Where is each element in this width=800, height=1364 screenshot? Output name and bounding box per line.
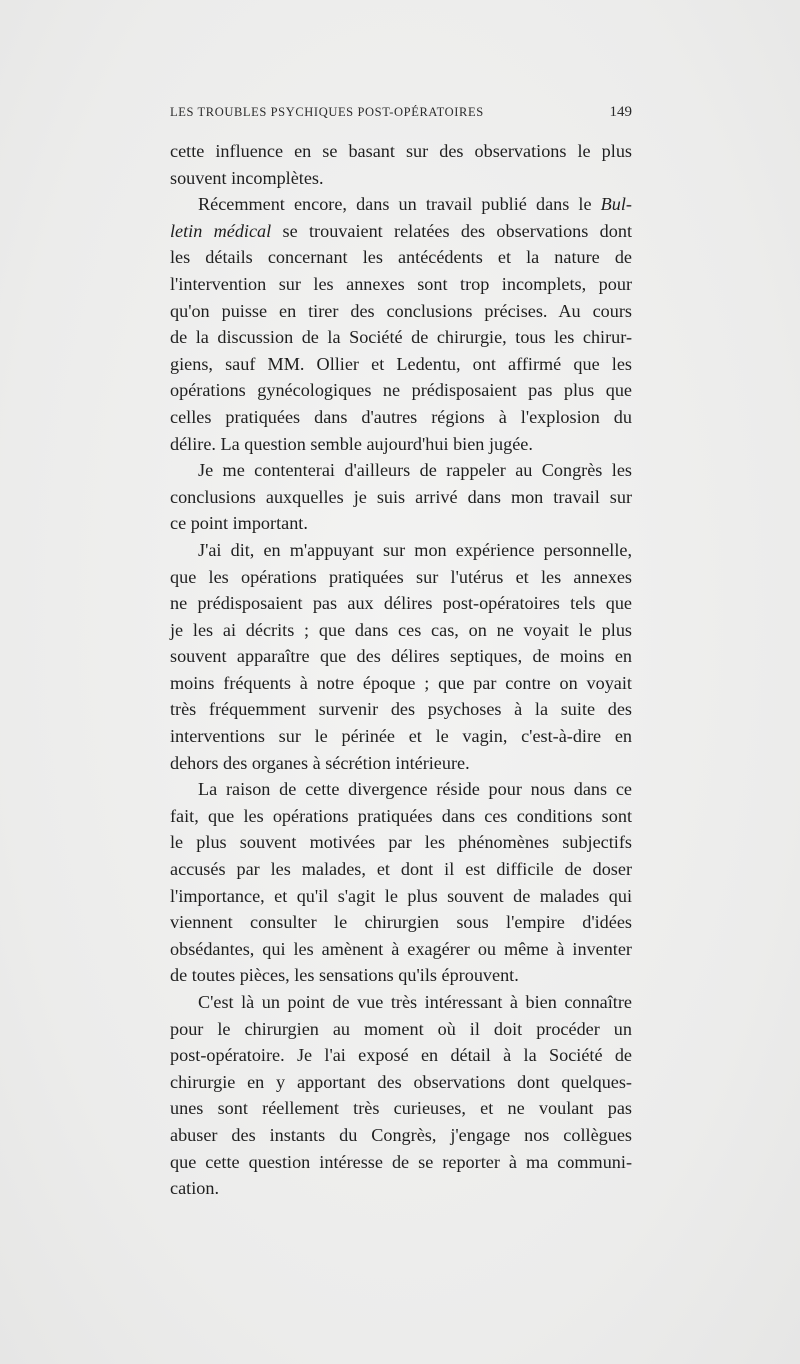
text-line: de toutes pièces, les sensations qu'ils éprouvent. xyxy=(170,965,519,986)
text-line: accusés par les malades, et dont il est difficile de doser xyxy=(170,859,632,880)
text-line: ne prédisposaient pas aux délires post-opératoires tels que xyxy=(170,593,632,614)
text-line: cation. xyxy=(170,1178,219,1199)
text-line: viennent consulter le chirurgien sous l'empire d'idées xyxy=(170,912,632,933)
text-line: souvent apparaître que des délires septiques, de moins en xyxy=(170,646,632,667)
text-line: abuser des instants du Congrès, j'engage nos collègues xyxy=(170,1124,632,1145)
text-line: unes sont réellement très curieuses, et ne voulant pas xyxy=(170,1098,632,1119)
text-line: dehors des organes à sécrétion intérieure. xyxy=(170,752,470,773)
text-line: très fréquemment survenir des psychoses à la suite des xyxy=(170,699,632,720)
text-line: moins fréquents à notre époque ; que par contre on voyait xyxy=(170,672,632,693)
text-line: giens, sauf MM. Ollier et Ledentu, ont affirmé que les xyxy=(170,353,632,374)
text-line: C'est là un point de vue très intéressant à bien connaître xyxy=(198,992,632,1012)
text-line: qu'on puisse en tirer des conclusions précises. Au cours xyxy=(170,300,632,321)
paragraph xyxy=(170,457,632,537)
text-line: J'ai dit, en m'appuyant sur mon expérience personnelle, xyxy=(198,539,632,560)
text-line: Je me contenterai d'ailleurs de rappeler au Congrès les xyxy=(198,460,632,481)
paragraph xyxy=(170,537,632,776)
page-number: 149 xyxy=(609,104,632,120)
paragraph xyxy=(170,138,632,191)
text-span: se trouvaient relatées des observations dont xyxy=(271,220,632,241)
text-line xyxy=(170,191,632,218)
text-line: l'intervention sur les annexes sont trop incomplets, pour xyxy=(170,273,632,294)
text-line: obsédantes, qui les amènent à exagérer ou même à inventer xyxy=(170,938,632,959)
text-line: La raison de cette divergence réside pour nous dans ce xyxy=(198,779,632,800)
paragraph xyxy=(170,989,632,1202)
text-line: interventions sur le périnée et le vagin, c'est-à-dire en xyxy=(170,726,632,747)
text-line: que les opérations pratiquées sur l'utérus et les annexes xyxy=(170,566,632,587)
text-line: souvent incomplètes. xyxy=(170,167,324,188)
text-line: les détails concernant les antécédents et la nature de xyxy=(170,247,632,268)
text-line: l'importance, et qu'il s'agit le plus souvent de malades qui xyxy=(170,885,632,906)
running-title: LES TROUBLES PSYCHIQUES POST-OPÉRATOIRES xyxy=(170,105,484,119)
text-line: que cette question intéresse de se reporter à ma communi- xyxy=(170,1151,632,1172)
text-line: celles pratiquées dans d'autres régions à l'explosion du xyxy=(170,406,632,427)
body-text xyxy=(170,138,632,1202)
text-line: pour le chirurgien au moment où il doit procéder un xyxy=(170,1018,632,1039)
page-header xyxy=(170,104,632,120)
text-line xyxy=(170,218,632,245)
text-line: fait, que les opérations pratiquées dans ces conditions sont xyxy=(170,805,632,826)
text-line: conclusions auxquelles je suis arrivé dans mon travail sur xyxy=(170,486,632,507)
text-line: je les ai décrits ; que dans ces cas, on ne voyait le plus xyxy=(170,619,632,640)
text-span: Récemment encore, dans un travail publié dans le xyxy=(198,194,601,215)
text-line: ce point important. xyxy=(170,513,308,534)
text-line: post-opératoire. Je l'ai exposé en détail à la Société de xyxy=(170,1045,632,1066)
text-line: de la discussion de la Société de chirurgie, tous les chirur- xyxy=(170,327,632,348)
text-line: chirurgie en y apportant des observations dont quelques- xyxy=(170,1071,632,1092)
paragraph xyxy=(170,776,632,989)
journal-title: Bul- xyxy=(600,194,632,215)
text-line: opérations gynécologiques ne prédisposaient pas plus que xyxy=(170,380,632,401)
journal-title: letin médical xyxy=(170,220,272,241)
text-line: le plus souvent motivées par les phénomènes subjectifs xyxy=(170,832,632,853)
text-line: cette influence en se basant sur des observations le plus xyxy=(170,141,632,161)
paragraph xyxy=(170,191,632,457)
text-line: délire. La question semble aujourd'hui bien jugée. xyxy=(170,433,533,454)
